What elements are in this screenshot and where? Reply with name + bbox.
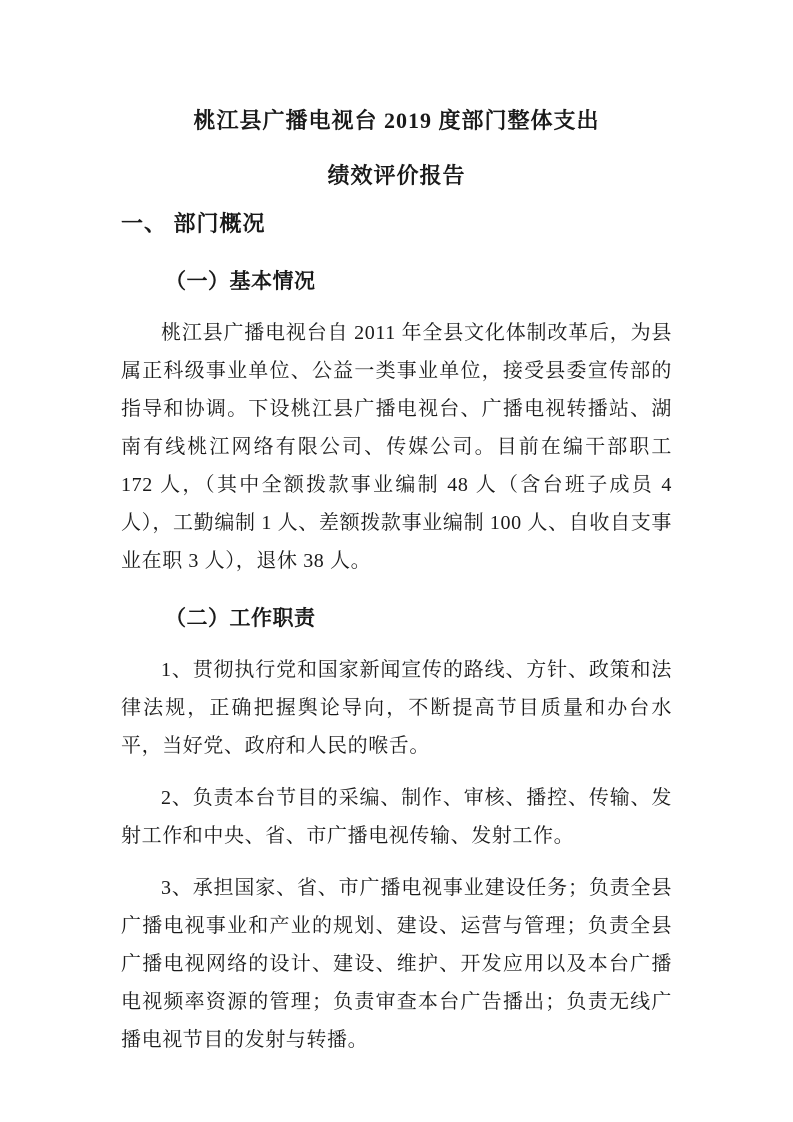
paragraph-duty-1: 1、贯彻执行党和国家新闻宣传的路线、方针、政策和法律法规，正确把握舆论导向，不断提高节目质量和办台水平，当好党、政府和人民的喉舌。 bbox=[121, 659, 672, 757]
subsection-heading-duties: （二）工作职责 bbox=[165, 606, 316, 630]
document-title-line-1: 桃江县广播电视台 2019 度部门整体支出 bbox=[193, 108, 600, 133]
section-heading-department-overview: 一、 部门概况 bbox=[121, 211, 266, 236]
subsection-heading-basic-info: （一）基本情况 bbox=[165, 269, 316, 293]
document-title-line-2: 绩效评价报告 bbox=[327, 163, 466, 188]
paragraph-duty-2: 2、负责本台节目的采编、制作、审核、播控、传输、发射工作和中央、省、市广播电视传输、发射工作。 bbox=[121, 787, 672, 847]
document-title bbox=[121, 93, 672, 203]
paragraph-basic-info: 桃江县广播电视台自 2011 年全县文化体制改革后，为县属正科级事业单位、公益一类事业单位，接受县委宣传部的指导和协调。下设桃江县广播电视台、广播电视转播站、湖南有线桃江网络有限公司、传媒公司。目前在编干部职工 172 人，（其中全额拨款事业编制 48 人（含台班子成员 4 人），工勤编制 1 人、差额拨款事业编制 100 人、自收自支事业在职 3 人），退休 38 人。 bbox=[121, 322, 672, 572]
paragraph-duty-3: 3、承担国家、省、市广播电视事业建设任务；负责全县广播电视事业和产业的规划、建设、运营与管理；负责全县广播电视网络的设计、建设、维护、开发应用以及本台广播电视频率资源的管理；负责审查本台广告播出；负责无线广播电视节目的发射与转播。 bbox=[121, 877, 672, 1051]
